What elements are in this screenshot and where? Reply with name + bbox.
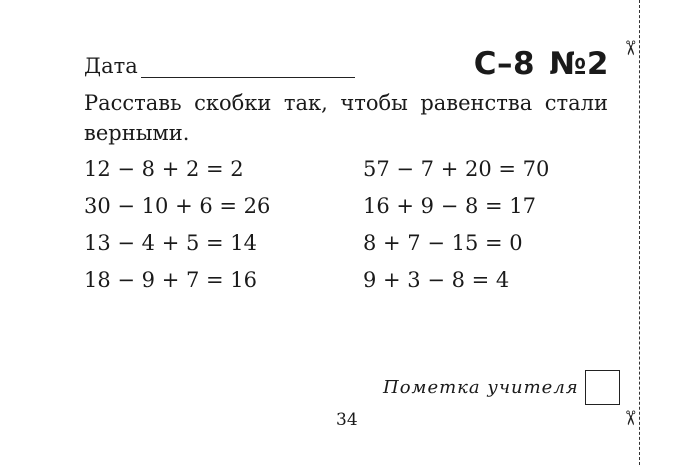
date-field-line[interactable] — [141, 57, 355, 78]
task-instruction: Расставь скобки так, чтобы равенства стали верными. — [84, 91, 608, 145]
teacher-mark-box[interactable] — [585, 370, 620, 405]
equation: 30 − 10 + 6 = 26 — [84, 193, 271, 218]
equation: 12 − 8 + 2 = 2 — [84, 156, 244, 181]
equation: 9 + 3 − 8 = 4 — [363, 267, 510, 292]
equation-row — [84, 261, 604, 298]
cut-line — [639, 0, 640, 465]
scissors-icon: ✂ — [618, 39, 643, 57]
teacher-mark — [383, 370, 620, 405]
equation: 16 + 9 − 8 = 17 — [363, 193, 537, 218]
equation: 18 − 9 + 7 = 16 — [84, 267, 258, 292]
equation: 8 + 7 − 15 = 0 — [363, 230, 523, 255]
date-label: Дата — [84, 54, 138, 78]
date-row — [84, 54, 355, 78]
equation: 57 − 7 + 20 = 70 — [363, 156, 550, 181]
equation-row — [84, 187, 604, 224]
variant-code: С–8 — [473, 46, 536, 82]
teacher-mark-label: Пометка учителя — [383, 377, 579, 398]
page-number: 34 — [336, 410, 358, 430]
scissors-icon: ✂ — [618, 409, 643, 427]
equations-grid — [84, 150, 604, 298]
variant-title — [474, 46, 609, 82]
equation: 13 − 4 + 5 = 14 — [84, 230, 258, 255]
equation-row — [84, 150, 604, 187]
variant-number: №2 — [549, 46, 609, 82]
equation-row — [84, 224, 604, 261]
